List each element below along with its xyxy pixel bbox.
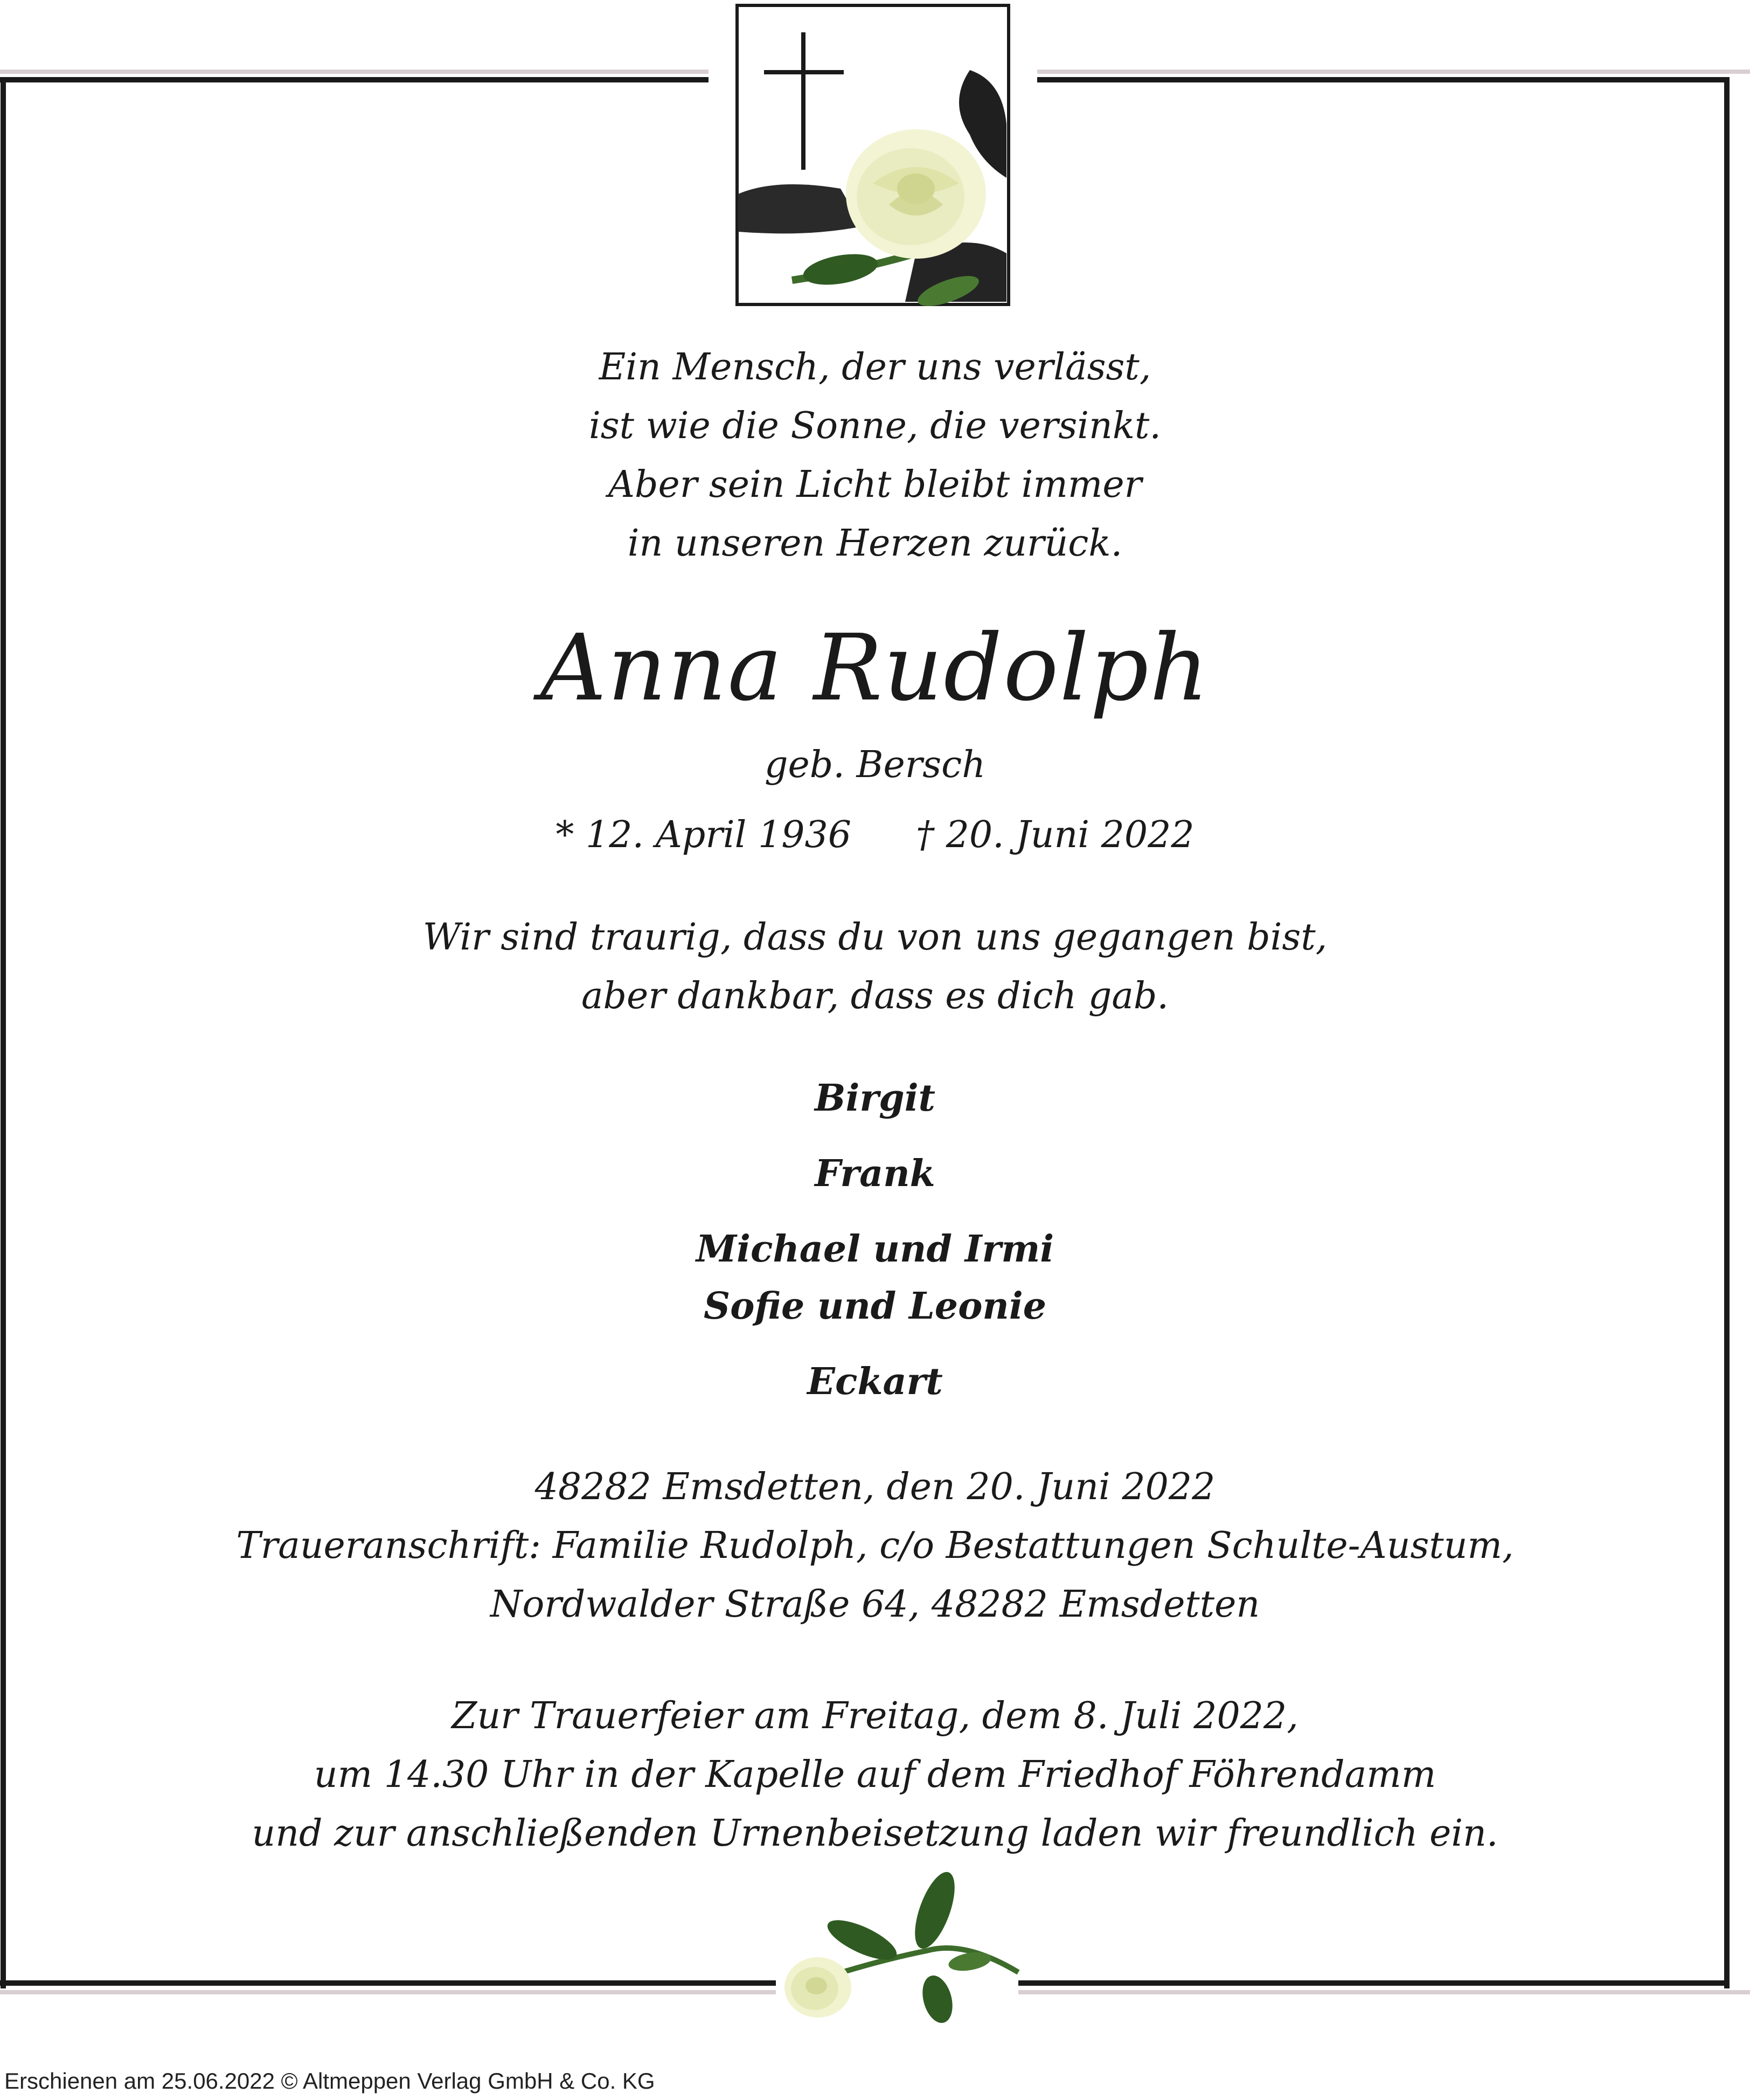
address-line: 48282 Emsdetten, den 20. Juni 2022	[534, 1466, 1216, 1508]
maiden-name: geb. Bersch	[764, 744, 986, 786]
mourner-name: Sofie und Leonie	[704, 1285, 1046, 1328]
poem-line: ist wie die Sonne, die versinkt.	[588, 405, 1161, 447]
address-line: Traueranschrift: Familie Rudolph, c/o Bestattungen Schulte-Austum,	[236, 1524, 1514, 1567]
poem	[0, 338, 1750, 573]
life-dates	[0, 808, 1750, 862]
bottom-border	[0, 1983, 1750, 1992]
mourner-name: Frank	[815, 1152, 935, 1195]
address-line: Nordwalder Straße 64, 48282 Emsdetten	[490, 1583, 1260, 1626]
mourner-name: Michael und Irmi	[696, 1228, 1054, 1271]
mourner-name: Eckart	[807, 1360, 943, 1403]
poem-line: Ein Mensch, der uns verlässt,	[599, 346, 1151, 389]
quote-line: Wir sind traurig, dass du von uns gegangen bist,	[422, 916, 1328, 959]
death-date: † 20. Juni 2022	[916, 814, 1195, 856]
farewell-quote	[0, 908, 1750, 1025]
mourner-name: Birgit	[815, 1077, 935, 1120]
quote-line: aber dankbar, dass es dich gab.	[581, 975, 1169, 1017]
rose-ornament-icon	[784, 1867, 1018, 2026]
birth-date: * 12. April 1936	[555, 814, 852, 856]
address-block	[0, 1458, 1750, 1634]
poem-line: Aber sein Licht bleibt immer	[608, 463, 1142, 506]
ceremony-line: Zur Trauerfeier am Freitag, dem 8. Juli 2022,	[452, 1695, 1298, 1737]
poem-line: in unseren Herzen zurück.	[627, 522, 1123, 565]
ceremony-line: und zur anschließenden Urnenbeisetzung laden wir freundlich ein.	[252, 1812, 1498, 1855]
deceased-name: Anna Rudolph	[540, 615, 1210, 722]
publication-footer: Erschienen am 25.06.2022 © Altmeppen Verlag GmbH & Co. KG	[4, 2068, 655, 2094]
ceremony-line: um 14.30 Uhr in der Kapelle auf dem Friedhof Föhrendamm	[314, 1754, 1436, 1796]
ceremony-block	[0, 1687, 1750, 1863]
cross-rose-emblem-icon	[737, 5, 1009, 312]
